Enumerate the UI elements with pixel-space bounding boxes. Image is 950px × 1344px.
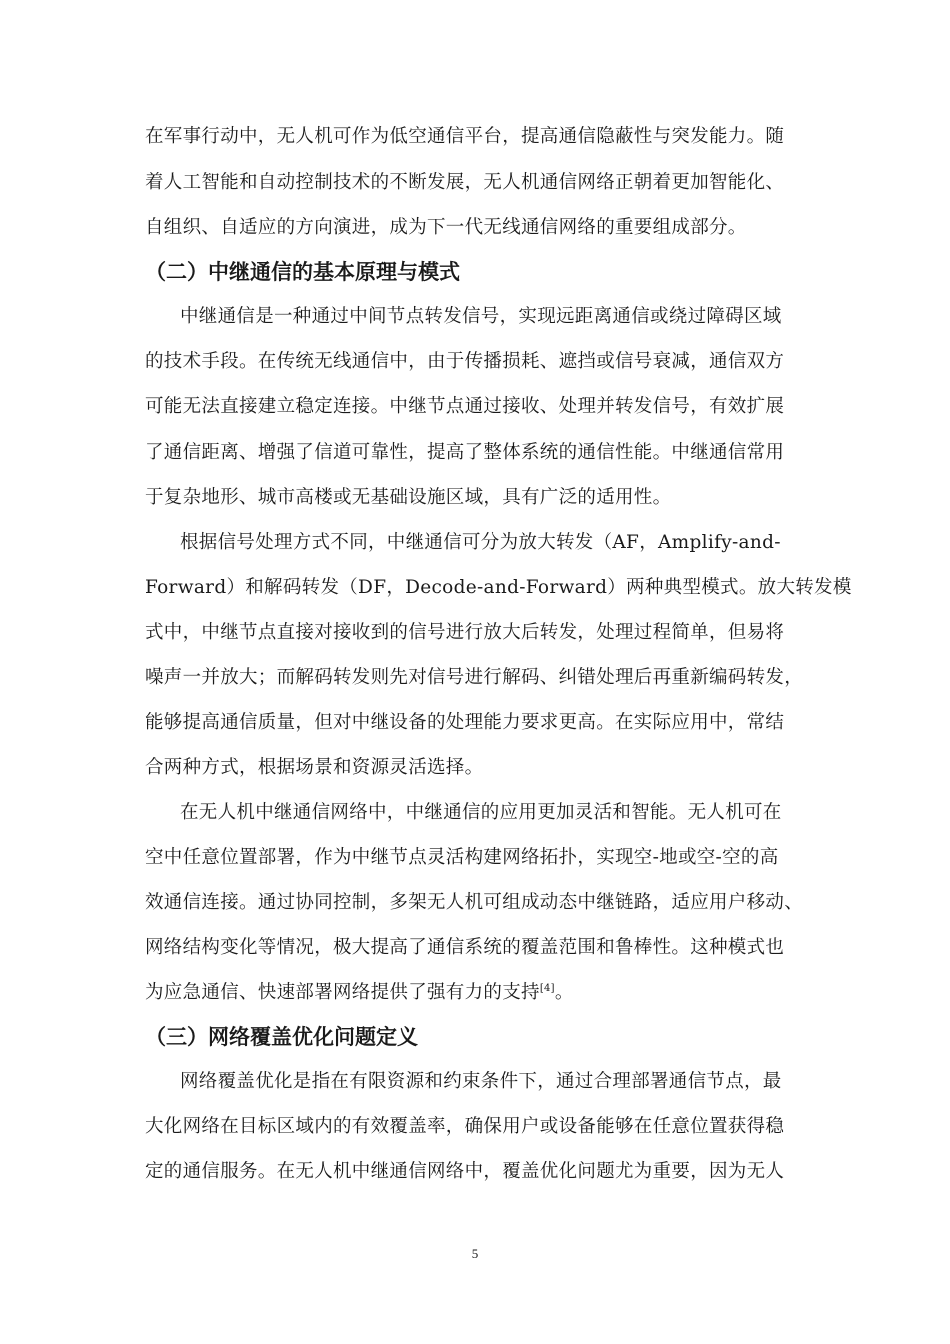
paragraph-line: 中继通信是一种通过中间节点转发信号，实现远距离通信或绕过障碍区域 xyxy=(180,306,782,327)
paragraph-line: 于复杂地形、城市高楼或无基础设施区域，具有广泛的适用性。 xyxy=(145,487,672,508)
paragraph-line: 网络覆盖优化是指在有限资源和约束条件下，通过合理部署通信节点，最 xyxy=(180,1071,782,1092)
paragraph-line: Forward）和解码转发（DF，Decode-and-Forward）两种典型模式。放大转发模 xyxy=(145,577,852,598)
paragraph-line: 根据信号处理方式不同，中继通信可分为放大转发（AF，Amplify-and- xyxy=(180,532,781,553)
paragraph-line: 着人工智能和自动控制技术的不断发展，无人机通信网络正朝着更加智能化、 xyxy=(145,172,785,193)
paragraph-line: 式中，中继节点直接对接收到的信号进行放大后转发，处理过程简单，但易将 xyxy=(145,622,785,643)
paragraph-line: 在军事行动中，无人机可作为低空通信平台，提高通信隐蔽性与突发能力。随 xyxy=(145,126,785,147)
paragraph-line: 大化网络在目标区域内的有效覆盖率，确保用户或设备能够在任意位置获得稳 xyxy=(145,1116,785,1137)
paragraph-line: 网络结构变化等情况，极大提高了通信系统的覆盖范围和鲁棒性。这种模式也 xyxy=(145,937,785,958)
paragraph-punctuation: 。 xyxy=(554,982,574,1003)
paragraph-line: 定的通信服务。在无人机中继通信网络中，覆盖优化问题尤为重要，因为无人 xyxy=(145,1161,785,1182)
paragraph-line: 噪声一并放大；而解码转发则先对信号进行解码、纠错处理后再重新编码转发， xyxy=(145,667,804,688)
page-number: 5 xyxy=(471,1246,479,1261)
paragraph-line-with-citation xyxy=(145,981,574,1005)
citation-reference: [4] xyxy=(539,983,555,994)
section-heading: （三）网络覆盖优化问题定义 xyxy=(145,1025,418,1049)
paragraph-line: 自组织、自适应的方向演进，成为下一代无线通信网络的重要组成部分。 xyxy=(145,217,747,238)
section-heading: （二）中继通信的基本原理与模式 xyxy=(145,260,460,284)
paragraph-line: 了通信距离、增强了信道可靠性，提高了整体系统的通信性能。中继通信常用 xyxy=(145,442,785,463)
paragraph-line: 空中任意位置部署，作为中继节点灵活构建网络拓扑，实现空-地或空-空的高 xyxy=(145,847,779,868)
paragraph-line: 在无人机中继通信网络中，中继通信的应用更加灵活和智能。无人机可在 xyxy=(180,802,782,823)
paragraph-line: 能够提高通信质量，但对中继设备的处理能力要求更高。在实际应用中，常结 xyxy=(145,712,785,733)
paragraph-line: 合两种方式，根据场景和资源灵活选择。 xyxy=(145,757,484,778)
paragraph-line: 可能无法直接建立稳定连接。中继节点通过接收、处理并转发信号，有效扩展 xyxy=(145,396,785,417)
paragraph-line: 效通信连接。通过协同控制，多架无人机可组成动态中继链路，适应用户移动、 xyxy=(145,892,804,913)
paragraph-line: 的技术手段。在传统无线通信中，由于传播损耗、遮挡或信号衰减，通信双方 xyxy=(145,351,785,372)
paragraph-text: 为应急通信、快速部署网络提供了强有力的支持 xyxy=(145,982,540,1003)
